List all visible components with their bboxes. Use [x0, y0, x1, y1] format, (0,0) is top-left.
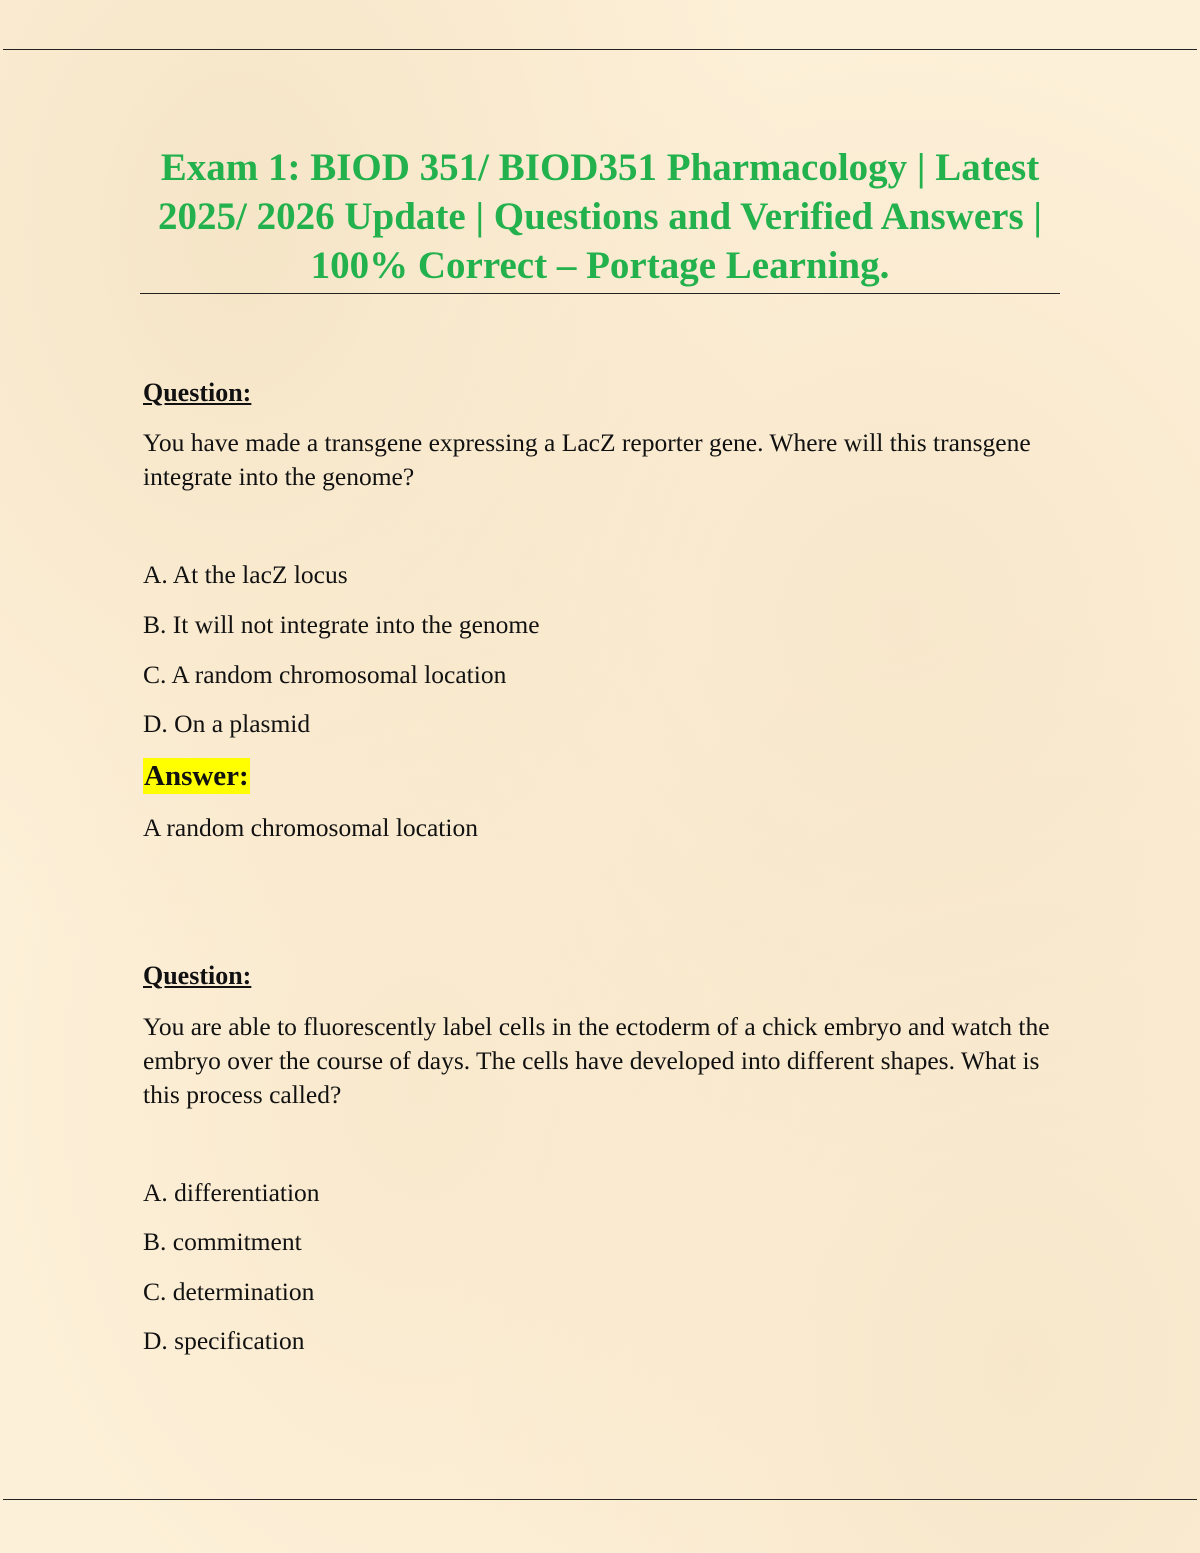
answer-option-b: B. commitment: [143, 1227, 302, 1256]
answer-text: A random chromosomal location: [143, 813, 478, 842]
question-label: Question:: [143, 961, 252, 990]
answer-option-c: C. determination: [143, 1277, 315, 1306]
answer-option-c: C. A random chromosomal location: [143, 660, 507, 689]
header-divider: [3, 49, 1197, 50]
answer-label: Answer:: [144, 760, 249, 792]
question-label: Question:: [143, 378, 252, 407]
answer-option-b: B. It will not integrate into the genome: [143, 610, 540, 639]
question-text: You are able to fluorescently label cells in the ectoderm of a chick embryo and watch the embryo over the course of days. The cells have developed into different shapes. What is this process called?: [143, 1012, 1050, 1109]
answer-option-d: D. On a plasmid: [143, 709, 311, 738]
answer-option-d: D. specification: [143, 1326, 305, 1355]
footer-divider: [3, 1499, 1197, 1500]
answer-option-a: A. At the lacZ locus: [143, 560, 348, 589]
question-text: You have made a transgene expressing a LacZ reporter gene. Where will this transgene integrate into the genome?: [143, 428, 1031, 491]
answer-option-a: A. differentiation: [143, 1178, 320, 1207]
document-title: Exam 1: BIOD 351/ BIOD351 Pharmacology | Latest 2025/ 2026 Update | Questions and Verified Answers | 100% Correct – Portage Learning.: [140, 143, 1060, 294]
